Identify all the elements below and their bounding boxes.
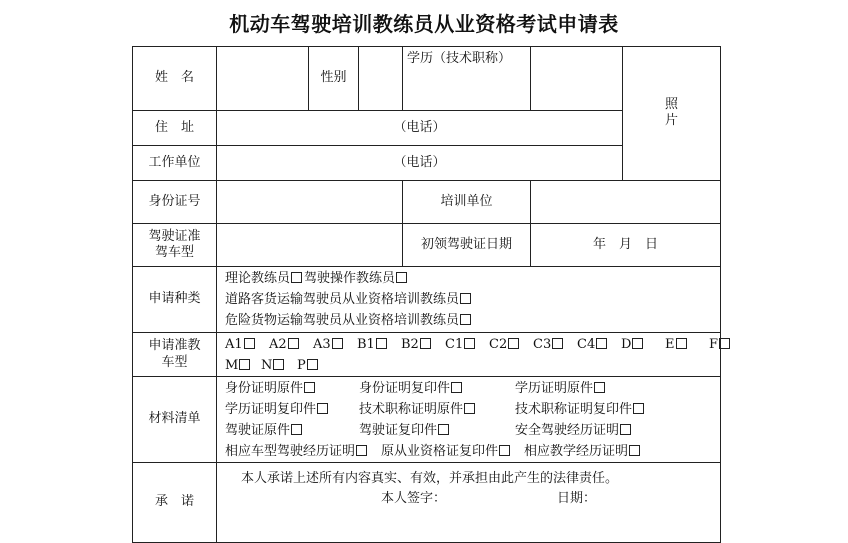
pledge-label: 承 诺 <box>133 463 217 543</box>
apply-vehicle-label-1: 申请准教 <box>148 338 201 354</box>
material-item-label: 驾驶证复印件 <box>359 422 438 438</box>
vehicle-type-line <box>225 334 720 355</box>
application-form-table <box>132 46 721 543</box>
vehicle-type-option[interactable] <box>665 334 709 355</box>
material-item-checkbox[interactable] <box>356 445 367 456</box>
form-title: 机动车驾驶培训教练员从业资格考试申请表 <box>229 12 619 36</box>
apply-vehicle-label <box>133 333 217 377</box>
apply-type-line <box>225 310 720 331</box>
first-license-date-label: 初领驾驶证日期 <box>403 224 531 267</box>
vehicle-type-option-checkbox[interactable] <box>676 338 687 349</box>
vehicle-type-option-checkbox[interactable] <box>420 338 431 349</box>
address-field[interactable] <box>217 111 623 146</box>
apply-type-options <box>217 267 721 333</box>
signature-label: 本人签字： <box>381 491 447 507</box>
vehicle-type-option-checkbox[interactable] <box>552 338 563 349</box>
vehicle-type-option-label: B2 <box>401 336 419 352</box>
vehicle-type-option[interactable] <box>445 334 489 355</box>
material-item-label: 原从业资格证复印件 <box>381 443 499 459</box>
gender-field[interactable] <box>359 47 403 111</box>
photo-cell[interactable] <box>623 47 721 181</box>
material-item-checkbox[interactable] <box>464 403 475 414</box>
vehicle-type-option[interactable] <box>357 334 401 355</box>
date-format-label: 年 月 日 <box>592 236 658 252</box>
license-type-label-1: 驾驶证准 <box>148 228 201 244</box>
material-item-checkbox[interactable] <box>499 445 510 456</box>
material-item-checkbox[interactable] <box>317 403 328 414</box>
material-item[interactable] <box>381 441 512 462</box>
vehicle-type-option-checkbox[interactable] <box>719 338 730 349</box>
material-item-label: 技术职称证明复印件 <box>515 401 633 417</box>
pledge-text: 本人承诺上述所有内容真实、有效，并承担由此产生的法律责任。 <box>241 471 619 486</box>
vehicle-type-option[interactable] <box>225 355 261 376</box>
apply-type-option-label: 危险货物运输驾驶员从业资格培训教练员 <box>225 313 460 328</box>
first-license-date-field[interactable] <box>531 224 721 267</box>
vehicle-type-option-label: N <box>261 357 273 373</box>
materials-line <box>225 420 720 441</box>
vehicle-type-option-checkbox[interactable] <box>288 338 299 349</box>
vehicle-type-option-checkbox[interactable] <box>464 338 475 349</box>
vehicle-type-option-checkbox[interactable] <box>376 338 387 349</box>
apply-type-option-checkbox[interactable] <box>460 293 471 304</box>
vehicle-type-option-label: M <box>225 357 239 373</box>
vehicle-type-option[interactable] <box>621 334 665 355</box>
material-item[interactable] <box>515 378 705 399</box>
vehicle-type-option-checkbox[interactable] <box>239 359 250 370</box>
license-type-field[interactable] <box>217 224 403 267</box>
material-item[interactable] <box>359 399 515 420</box>
row-name <box>133 47 721 111</box>
vehicle-type-option-checkbox[interactable] <box>508 338 519 349</box>
material-item-checkbox[interactable] <box>594 382 605 393</box>
material-item[interactable] <box>225 441 369 462</box>
vehicle-type-option[interactable] <box>533 334 577 355</box>
material-item[interactable] <box>515 420 705 441</box>
apply-type-option-checkbox[interactable] <box>396 272 407 283</box>
vehicle-type-option-label: A3 <box>313 336 331 352</box>
apply-type-option[interactable] <box>225 292 473 307</box>
pledge-signature-line <box>241 491 720 507</box>
vehicle-type-option[interactable] <box>401 334 445 355</box>
row-materials <box>133 377 721 463</box>
vehicle-type-option[interactable] <box>297 355 333 376</box>
apply-vehicle-label-2: 车型 <box>161 354 188 370</box>
vehicle-type-option-label: C1 <box>445 336 464 352</box>
material-item-label: 驾驶证原件 <box>225 422 291 438</box>
vehicle-type-option[interactable] <box>313 334 357 355</box>
apply-type-option[interactable] <box>225 313 473 328</box>
material-item-label: 安全驾驶经历证明 <box>515 422 620 438</box>
vehicle-type-line <box>225 355 720 376</box>
vehicle-type-option-label: E <box>665 336 675 352</box>
name-label: 姓 名 <box>133 47 217 111</box>
apply-type-line <box>225 268 720 289</box>
material-item-label: 学历证明复印件 <box>225 401 317 417</box>
vehicle-type-option-label: B1 <box>357 336 375 352</box>
vehicle-type-option-checkbox[interactable] <box>244 338 255 349</box>
pledge-date-label: 日期： <box>557 491 597 507</box>
vehicle-type-option[interactable] <box>577 334 621 355</box>
vehicle-type-option-checkbox[interactable] <box>596 338 607 349</box>
material-item[interactable] <box>225 378 359 399</box>
material-item-checkbox[interactable] <box>291 424 302 435</box>
vehicle-type-option[interactable] <box>709 334 753 355</box>
name-field[interactable] <box>217 47 309 111</box>
row-id <box>133 181 721 224</box>
apply-vehicle-options <box>217 333 721 377</box>
material-item-label: 身份证明复印件 <box>359 380 451 396</box>
material-item[interactable] <box>359 378 515 399</box>
vehicle-type-option-checkbox[interactable] <box>632 338 643 349</box>
education-field[interactable] <box>531 47 623 111</box>
training-unit-field[interactable] <box>531 181 721 224</box>
photo-label-1: 照 <box>664 97 678 112</box>
id-number-field[interactable] <box>217 181 403 224</box>
material-item-checkbox[interactable] <box>633 403 644 414</box>
apply-type-option-label: 理论教练员 <box>225 271 291 286</box>
apply-type-option-checkbox[interactable] <box>291 272 302 283</box>
row-apply-vehicle <box>133 333 721 377</box>
material-item-label: 技术职称证明原件 <box>359 401 464 417</box>
workplace-field[interactable] <box>217 146 623 181</box>
vehicle-type-option[interactable] <box>489 334 533 355</box>
materials-label: 材料清单 <box>133 377 217 463</box>
apply-type-option[interactable] <box>304 271 409 286</box>
apply-type-label: 申请种类 <box>133 267 217 333</box>
workplace-phone-label: （电话） <box>393 154 446 170</box>
vehicle-type-option[interactable] <box>225 334 269 355</box>
vehicle-type-option-label: P <box>297 357 306 373</box>
vehicle-type-option-label: C3 <box>533 336 552 352</box>
material-item[interactable] <box>524 441 642 462</box>
apply-type-option-label: 驾驶操作教练员 <box>304 271 396 286</box>
material-item[interactable] <box>225 420 359 441</box>
material-item-checkbox[interactable] <box>438 424 449 435</box>
material-item[interactable] <box>515 399 705 420</box>
material-item-checkbox[interactable] <box>620 424 631 435</box>
apply-type-line <box>225 289 720 310</box>
photo-label-2: 片 <box>664 113 678 129</box>
material-item-label: 身份证明原件 <box>225 380 304 396</box>
apply-type-option-label: 道路客货运输驾驶员从业资格培训教练员 <box>225 292 460 307</box>
license-type-label <box>133 224 217 267</box>
materials-line <box>225 378 720 399</box>
material-item-checkbox[interactable] <box>451 382 462 393</box>
vehicle-type-option[interactable] <box>269 334 313 355</box>
material-item-label: 相应车型驾驶经历证明 <box>225 443 356 459</box>
row-license <box>133 224 721 267</box>
license-type-label-2: 驾车型 <box>154 245 194 260</box>
apply-type-option-checkbox[interactable] <box>460 314 471 325</box>
pledge-cell <box>217 463 721 543</box>
gender-label: 性别 <box>309 47 359 111</box>
workplace-label: 工作单位 <box>133 146 217 181</box>
training-unit-label: 培训单位 <box>403 181 531 224</box>
material-item-checkbox[interactable] <box>304 382 315 393</box>
address-phone-label: （电话） <box>393 119 446 135</box>
row-apply-type <box>133 267 721 333</box>
materials-line <box>225 399 720 420</box>
vehicle-type-option-label: A2 <box>269 336 287 352</box>
vehicle-type-option[interactable] <box>261 355 297 376</box>
material-item[interactable] <box>359 420 515 441</box>
vehicle-type-option-label: F <box>709 336 719 352</box>
apply-type-option[interactable] <box>225 271 304 286</box>
address-label: 住 址 <box>133 111 217 146</box>
vehicle-type-option-checkbox[interactable] <box>307 359 318 370</box>
material-item-label: 相应教学经历证明 <box>524 443 629 459</box>
material-item-label: 学历证明原件 <box>515 380 594 396</box>
vehicle-type-option-label: A1 <box>225 336 243 352</box>
material-item-checkbox[interactable] <box>629 445 640 456</box>
materials-line <box>225 441 720 462</box>
vehicle-type-option-checkbox[interactable] <box>273 359 284 370</box>
vehicle-type-option-checkbox[interactable] <box>332 338 343 349</box>
vehicle-type-option-label: C4 <box>577 336 596 352</box>
material-item[interactable] <box>225 399 359 420</box>
vehicle-type-option-label: D <box>621 336 632 352</box>
education-label: 学历（技术职称） <box>403 47 531 111</box>
vehicle-type-option-label: C2 <box>489 336 508 352</box>
materials-options <box>217 377 721 463</box>
id-number-label: 身份证号 <box>133 181 217 224</box>
row-pledge <box>133 463 721 543</box>
